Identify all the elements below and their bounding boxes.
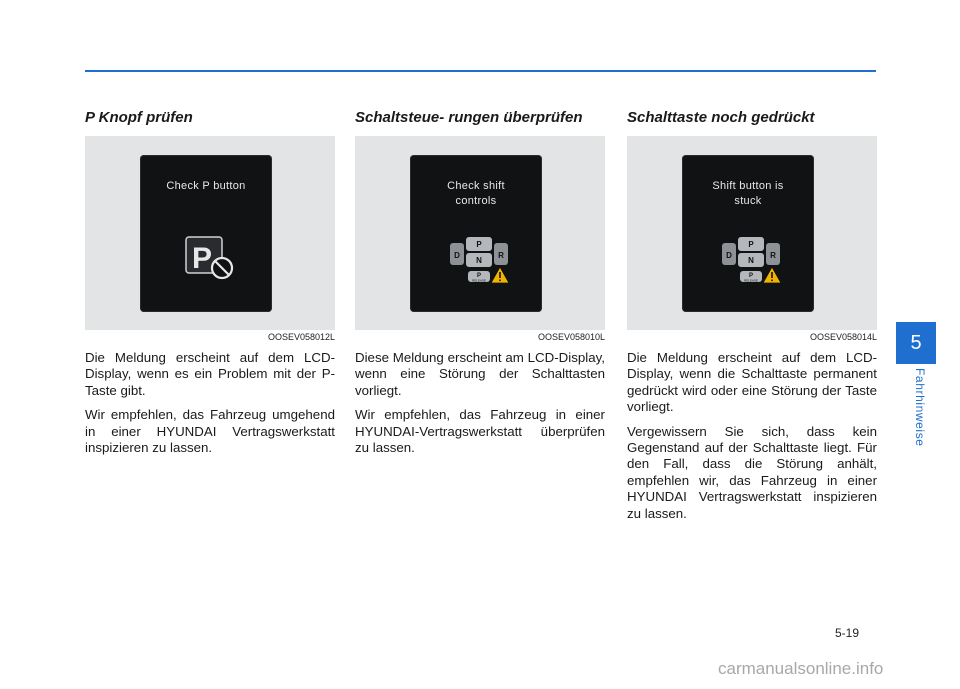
figure-code: OOSEV058014L (809, 332, 877, 342)
paragraph: Wir empfehlen, das Fahrzeug in einer HYUNDAI-Vertragswerkstatt überprüfen zu lassen. (355, 407, 605, 456)
figure-code: OOSEV058012L (267, 332, 335, 342)
shift-label-release: RELEASE (472, 278, 486, 283)
shift-label-d: D (454, 251, 460, 260)
shift-label-n: N (748, 256, 754, 265)
watermark: carmanualsonline.info (718, 659, 884, 678)
p-letter: P (192, 242, 213, 275)
section-body (627, 350, 877, 522)
section-body (355, 350, 605, 456)
lcd-figure (85, 136, 335, 342)
shift-label-p: P (476, 240, 482, 249)
paragraph: Vergewissern Sie sich, dass kein Gegenstand auf der Schalttaste liegt. Für den Fall, dass die Störung anhält, empfehlen wir, das Fahrzeug in einer HYUNDAI Vertragswerkstatt inspizieren zu lassen. (627, 423, 877, 521)
shift-label-p-release: P (476, 273, 482, 279)
shift-label-p-release: P (748, 273, 754, 279)
section-check-p-button (85, 108, 335, 464)
lcd-figure (627, 136, 877, 342)
chapter-label: Fahrhinweise (913, 368, 927, 447)
lcd-screen (140, 155, 272, 312)
shift-label-p: P (748, 240, 754, 249)
chapter-number-tab: 5 (896, 322, 936, 364)
lcd-screen (410, 155, 542, 312)
shift-label-d: D (726, 251, 732, 260)
section-heading: P Knopf prüfen (85, 109, 193, 126)
section-check-shift-controls (355, 108, 605, 464)
section-heading: Schalttaste noch gedrückt (627, 109, 815, 126)
shift-label-release: RELEASE (744, 278, 758, 283)
paragraph: Die Meldung erscheint auf dem LCD-Display, wenn es ein Problem mit der P-Taste gibt. (85, 350, 335, 398)
lcd-message: Check shift controls (447, 180, 505, 207)
paragraph: Die Meldung erscheint auf dem LCD-Display, wenn die Schalttaste permanent gedrückt wird oder eine Störung der Taste vorliegt. (627, 350, 877, 415)
section-shift-button-stuck (627, 108, 877, 530)
paragraph: Wir empfehlen, das Fahrzeug umgehend in einer HYUNDAI Vertragswerkstatt inspizieren zu lassen. (85, 407, 335, 456)
figure-code: OOSEV058010L (537, 332, 605, 342)
section-heading: Schaltsteue- rungen überprüfen (355, 109, 583, 126)
header-rule (85, 70, 876, 72)
lcd-screen (682, 155, 814, 312)
page-number: 5-19 (835, 626, 860, 640)
shift-label-r: R (770, 251, 776, 260)
paragraph: Diese Meldung erscheint am LCD-Display, wenn eine Störung der Schalttasten vorliegt. (355, 350, 605, 398)
shift-label-n: N (476, 256, 482, 265)
shift-buttons-warning-icon (448, 235, 510, 285)
section-body (85, 350, 335, 456)
shift-buttons-warning-icon (720, 235, 782, 285)
p-button-warning-icon (184, 235, 236, 281)
lcd-figure (355, 136, 605, 342)
shift-label-r: R (498, 251, 504, 260)
lcd-message: Check P button (166, 180, 246, 192)
lcd-message: Shift button is stuck (712, 180, 784, 207)
